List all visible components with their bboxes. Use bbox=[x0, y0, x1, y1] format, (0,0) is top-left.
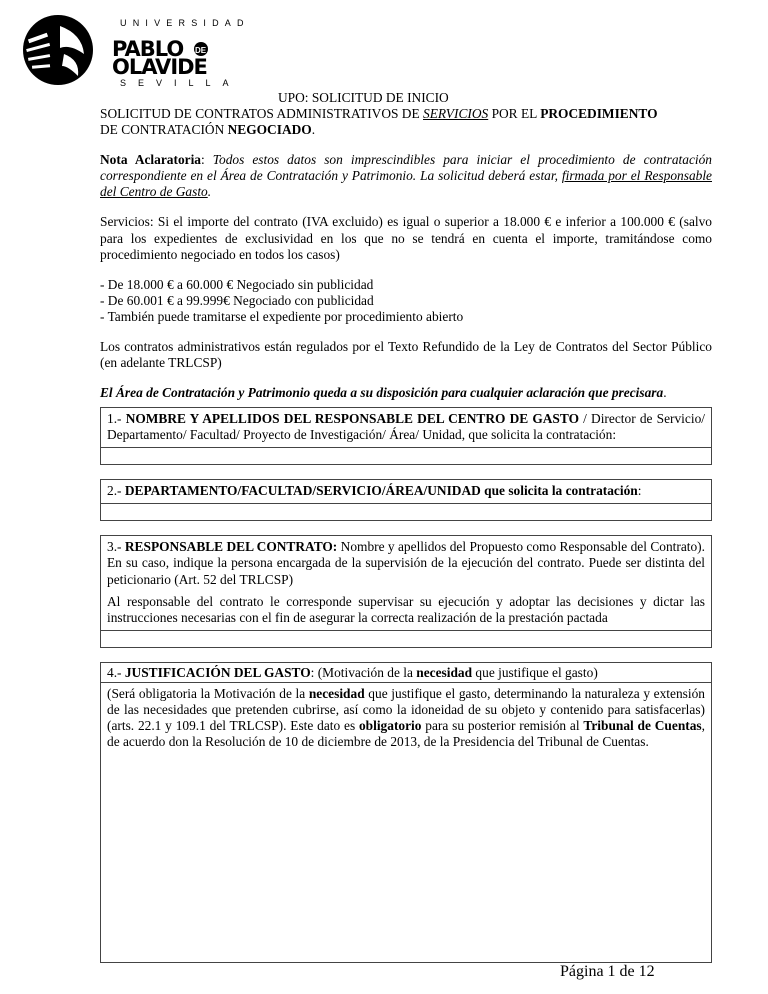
nota-aclaratoria: Nota Aclaratoria: Todos estos datos son imprescindibles para iniciar el procedimiento de contratación correspondiente en el Área de Contratación y Patrimonio. La solicitud deberá estar, firmada por el Responsable del Centro de Gasto. bbox=[100, 152, 713, 200]
logo-de: DE bbox=[195, 46, 207, 55]
regulados-paragraph: Los contratos administrativos están regulados por el Texto Refundido de la Ley de Contratos del Sector Público (en adelante TRLCSP) bbox=[100, 338, 712, 371]
logo-main-line1: PABLO bbox=[112, 37, 184, 61]
disposicion-paragraph: El Área de Contratación y Patrimonio queda a su disposición para cualquier aclaración que precisara. bbox=[100, 385, 667, 401]
section-4-label: 4.- JUSTIFICACIÓN DEL GASTO: (Motivación de la necesidad que justifique el gasto) bbox=[107, 664, 598, 680]
section-3-input-field[interactable] bbox=[101, 630, 711, 647]
servicios-paragraph: Servicios: Si el importe del contrato (IVA excluido) es igual o superior a 18.000 € e inferior a 100.000 € (salvo para los expedientes de exclusividad en los que no se tendrá en cuenta el importe, tramitándose como procedimiento negociado en todos los casos) bbox=[100, 214, 712, 262]
list-item: - De 18.000 € a 60.000 € Negociado sin publicidad bbox=[100, 276, 374, 292]
header-line2: SOLICITUD DE CONTRATOS ADMINISTRATIVOS DE SERVICIOS POR EL PROCEDIMIENTO bbox=[100, 106, 658, 122]
document-content bbox=[100, 90, 712, 963]
section-3-note: Al responsable del contrato le corresponde supervisar su ejecución y adoptar las decisiones y dictar las instrucciones necesarias con el fin de asegurar la correcta realización de la prestación pactada bbox=[107, 593, 705, 625]
section-2-label: 2.- DEPARTAMENTO/FACULTAD/SERVICIO/ÁREA/UNIDAD que solicita la contratación: bbox=[107, 483, 642, 499]
header-line1: UPO: SOLICITUD DE INICIO bbox=[278, 90, 449, 105]
logo-bottom-text: SEVILLA bbox=[120, 78, 241, 86]
header-line3: DE CONTRATACIÓN NEGOCIADO. bbox=[100, 122, 316, 138]
section-4-description: (Será obligatoria la Motivación de la necesidad que justifique el gasto, determinando la naturaleza y extensión de las necesidades que pretenden cubrirse, así como la idoneidad de su objeto y contenido para satisfacerlas) (arts. 22.1 y 109.1 del TRLCSP). Este dato es obligatorio para su posterior remisión al Tribunal de Cuentas, de acuerdo don la Resolución de 10 de diciembre de 2013, de la Presidencia del Tribunal de Cuentas. bbox=[107, 685, 705, 750]
section-4-box bbox=[100, 662, 712, 963]
section-3-box bbox=[100, 535, 712, 647]
threshold-list bbox=[100, 277, 712, 325]
document-header bbox=[100, 90, 712, 138]
list-item: - También puede tramitarse el expediente por procedimiento abierto bbox=[100, 308, 464, 324]
section-1-box bbox=[100, 407, 712, 465]
section-1-label: 1.- NOMBRE Y APELLIDOS DEL RESPONSABLE DEL CENTRO DE GASTO / Director de Servicio/ Departamento/ Facultad/ Proyecto de Investigación/ Área/ Unidad, que solicita la contratación: bbox=[107, 411, 705, 443]
section-2-input-field[interactable] bbox=[101, 503, 711, 520]
logo-top-text: UNIVERSIDAD bbox=[120, 18, 250, 28]
university-logo bbox=[20, 14, 250, 86]
section-1-input-field[interactable] bbox=[101, 447, 711, 464]
page-number: Página 1 de 12 bbox=[560, 963, 655, 980]
list-item: - De 60.001 € a 99.999€ Negociado con publicidad bbox=[100, 292, 374, 308]
university-logo-graphic bbox=[20, 14, 250, 86]
section-4-input-area[interactable] bbox=[101, 754, 711, 962]
logo-main-line2: OLAVIDE bbox=[112, 55, 207, 79]
section-2-box bbox=[100, 479, 712, 521]
section-3-label: 3.- RESPONSABLE DEL CONTRATO: Nombre y apellidos del Propuesto como Responsable del Contrato). En su caso, indique la persona encargada de la supervisión de la ejecución del contrato. Puede ser distinta del peticionario (Art. 52 del TRLCSP) bbox=[107, 539, 705, 587]
